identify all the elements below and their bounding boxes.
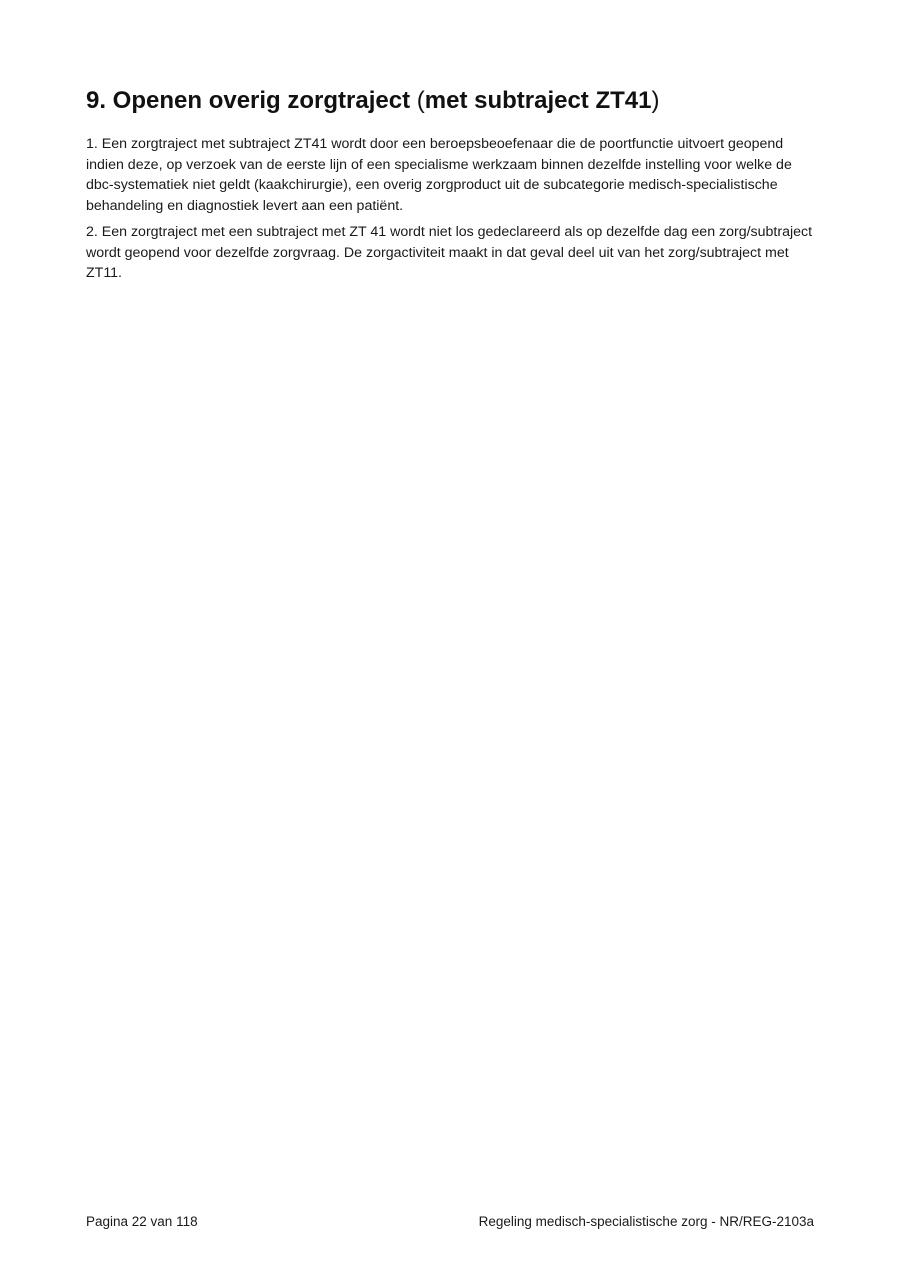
- section-heading-paren-open: (: [416, 87, 425, 114]
- paragraph-1: 1. Een zorgtraject met subtraject ZT41 wordt door een beroepsbeoefenaar die de poortfunctie uitvoert geopend indien deze, op verzoek van de eerste lijn of een specialisme werkzaam binnen dezelfde instelling voor welke de dbc-systematiek niet geldt (kaakchirurgie), een overig zorgproduct uit de subcategorie medisch-specialistische behandeling en diagnostiek levert aan een patiënt.: [86, 136, 792, 214]
- page-content: [86, 86, 816, 290]
- footer-document-title: Regeling medisch-specialistische zorg - NR/REG-2103a: [478, 1214, 814, 1229]
- section-heading-paren-text: met subtraject ZT41: [424, 87, 652, 114]
- footer-page-number: Pagina 22 van 118: [86, 1214, 198, 1229]
- section-heading: [86, 86, 816, 116]
- section-heading-title: 9. Openen overig zorgtraject: [86, 87, 417, 114]
- section-heading-paren-close: ): [651, 87, 660, 114]
- paragraph-2: 2. Een zorgtraject met een subtraject met ZT 41 wordt niet los gedeclareerd als op dezelfde dag een zorg/subtraject wordt geopend voor dezelfde zorgvraag. De zorgactiviteit maakt in dat geval deel uit van het zorg/subtraject met ZT11.: [86, 224, 813, 281]
